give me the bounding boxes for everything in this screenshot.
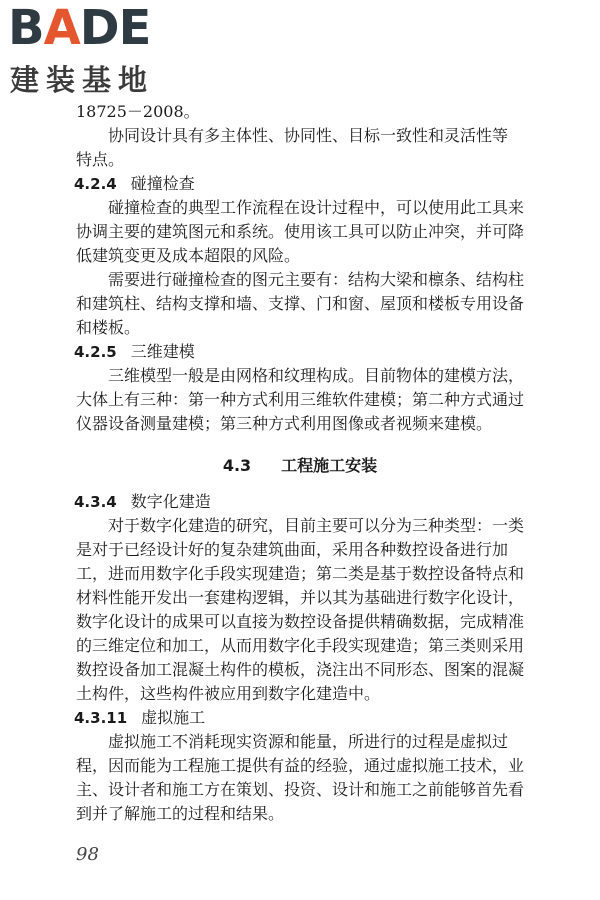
paragraph-first-line: 三维模型一般是由网格和纹理构成。目前物体的建模方法， [108,366,525,385]
page-number: 98 [76,844,99,865]
logo-letter-e: E [118,0,151,56]
paragraph-first-line: 虚拟施工不消耗现实资源和能量，所进行的过程是虚拟过 [108,732,509,751]
paragraph-line: 仪器设备测量建模；第三种方式利用图像或者视频来建模。 [76,414,493,433]
heading-number: 4.2.4 [74,175,117,193]
paragraph-line: 的三维定位和加工，从而用数字化手段实现建造；第三类则采用 [76,636,525,655]
heading-title: 虚拟施工 [141,708,206,727]
section-number: 4.3 [222,456,252,475]
chapter-section-title [0,454,600,478]
paragraph-first-line: 协同设计具有多主体性、协同性、目标一致性和灵活性等 [108,126,509,145]
paragraph-line: 数控设备加工混凝土构件的模板，浇注出不同形态、图案的混凝 [76,660,525,679]
paragraph-line: 是对于已经设计好的复杂建筑曲面，采用各种数控设备进行加 [76,540,509,559]
heading-title: 数字化建造 [130,492,211,511]
heading-number: 4.3.11 [74,709,128,727]
logo-letter-b: B [8,0,44,56]
paragraph-line: 材料性能开发出一套建构逻辑，并以其为基础进行数字化设计， [76,588,525,607]
logo-subtitle: 建装基地 [10,63,155,97]
heading-number: 4.2.5 [74,343,117,361]
paragraph-line: 主、设计者和施工方在策划、投资、设计和施工之前能够首先看 [76,780,525,799]
paragraph-line: 18725－2008。 [76,102,200,121]
section-heading [74,172,534,196]
paragraph-line: 数字化设计的成果可以直接为数控设备提供精确数据，完成精准 [76,612,525,631]
paragraph-line: 大体上有三种：第一种方式利用三维软件建模；第二种方式通过 [76,390,525,409]
section-heading [74,706,534,730]
paragraph-line: 土构件，这些构件被应用到数字化建造中。 [76,684,381,703]
section-heading [74,340,534,364]
paragraph-line: 协调主要的建筑图元和系统。使用该工具可以防止冲突，并可降 [76,222,525,241]
section-title: 工程施工安装 [281,456,378,475]
heading-title: 碰撞检查 [130,174,195,193]
logo-letter-d: D [79,0,119,56]
heading-title: 三维建模 [130,342,195,361]
paragraph-line: 和楼板。 [76,318,141,337]
paragraph-line: 和建筑柱、结构支撑和墙、支撑、门和窗、屋顶和楼板专用设备 [76,294,525,313]
paragraph-line: 到并了解施工的过程和结果。 [76,804,285,823]
paragraph-first-line: 需要进行碰撞检查的图元主要有：结构大梁和檩条、结构柱 [108,270,525,289]
paragraph-line: 低建筑变更及成本超限的风险。 [76,246,301,265]
logo-letter-a: A [43,0,80,56]
paragraph-line: 工，进而用数字化手段实现建造；第二类是基于数控设备特点和 [76,564,525,583]
paragraph-line: 程，因而能为工程施工提供有益的经验，通过虚拟施工技术，业 [76,756,525,775]
paragraph-first-line: 碰撞检查的典型工作流程在设计过程中，可以使用此工具来 [108,198,525,217]
heading-number: 4.3.4 [74,493,117,511]
section-heading [74,490,534,514]
paragraph-first-line: 对于数字化建造的研究，目前主要可以分为三种类型：一类 [108,516,525,535]
paragraph-line: 特点。 [76,150,125,169]
